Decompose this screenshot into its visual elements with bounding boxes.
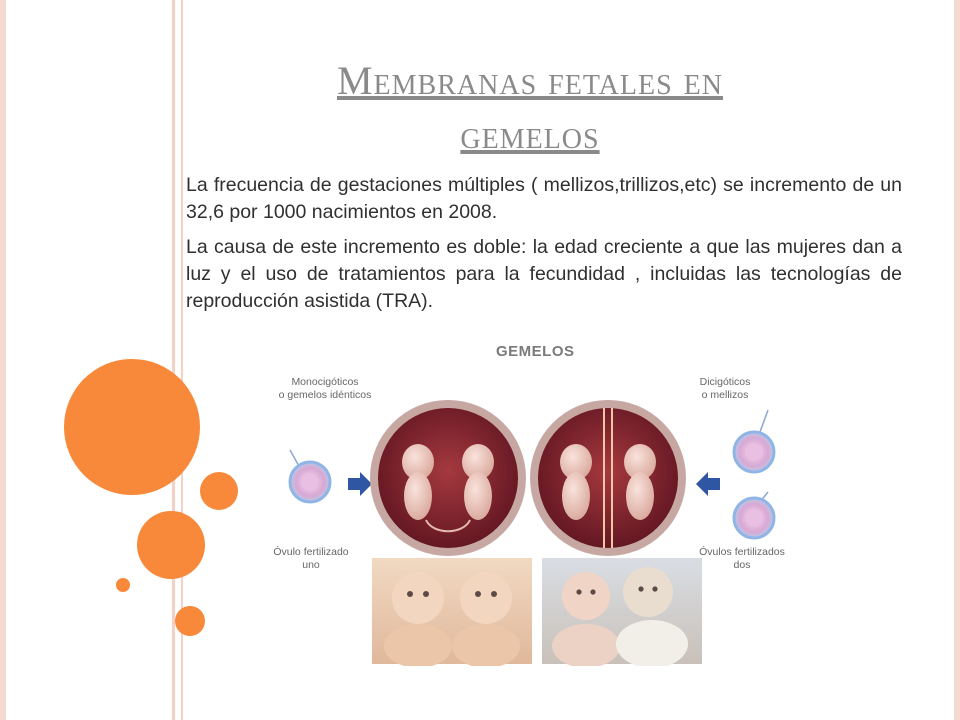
decor-circle-small [175,606,205,636]
photo-identical-twins [372,558,532,666]
label-monozygotic-1: Monocigóticos [291,376,359,388]
arrow-left-icon [696,472,720,496]
title-line-1: Membranas fetales en [336,58,723,103]
paragraph-1: La frecuencia de gestaciones múltiples ( mellizos,trillizos,etc) se incremento de un 32,6 por 1000 nacimientos en 2008. [186,174,902,223]
photo-fraternal-twins [542,558,702,666]
figure-title: GEMELOS [496,343,575,360]
fertilized-egg-icon [290,450,330,502]
twins-illustration [268,340,798,666]
decor-circle-large [64,359,200,495]
decor-circle-small [200,472,238,510]
label-one-egg-1: Óvulo fertilizado [273,546,349,558]
label-two-eggs-2: dos [733,559,751,571]
arrow-right-icon [348,472,372,496]
title-line-2: gemelos [460,112,600,157]
frame-line [172,0,175,720]
frame-left-stripe [0,0,6,720]
decor-circle-tiny [116,578,130,592]
label-dizygotic-1: Dicigóticos [699,376,751,388]
twins-figure [268,340,798,666]
slide-body [186,172,902,323]
womb-monozygotic-icon [370,400,526,556]
label-two-eggs-1: Óvulos fertilizados [699,546,785,558]
two-fertilized-eggs-icon [734,410,774,538]
frame-right-stripe [954,0,960,720]
slide-title [250,54,810,162]
label-monozygotic-2: o gemelos idénticos [278,389,372,401]
paragraph-2: La causa de este incremento es doble: la edad creciente a que las mujeres dan a luz y el uso de tratamientos para la fecundidad , incluidas las tecnologías de reproducción asistida (TRA). [186,236,902,312]
womb-dizygotic-icon [530,400,686,556]
decor-circle-medium [137,511,205,579]
label-dizygotic-2: o mellizos [701,389,749,401]
label-one-egg-2: uno [302,559,320,571]
